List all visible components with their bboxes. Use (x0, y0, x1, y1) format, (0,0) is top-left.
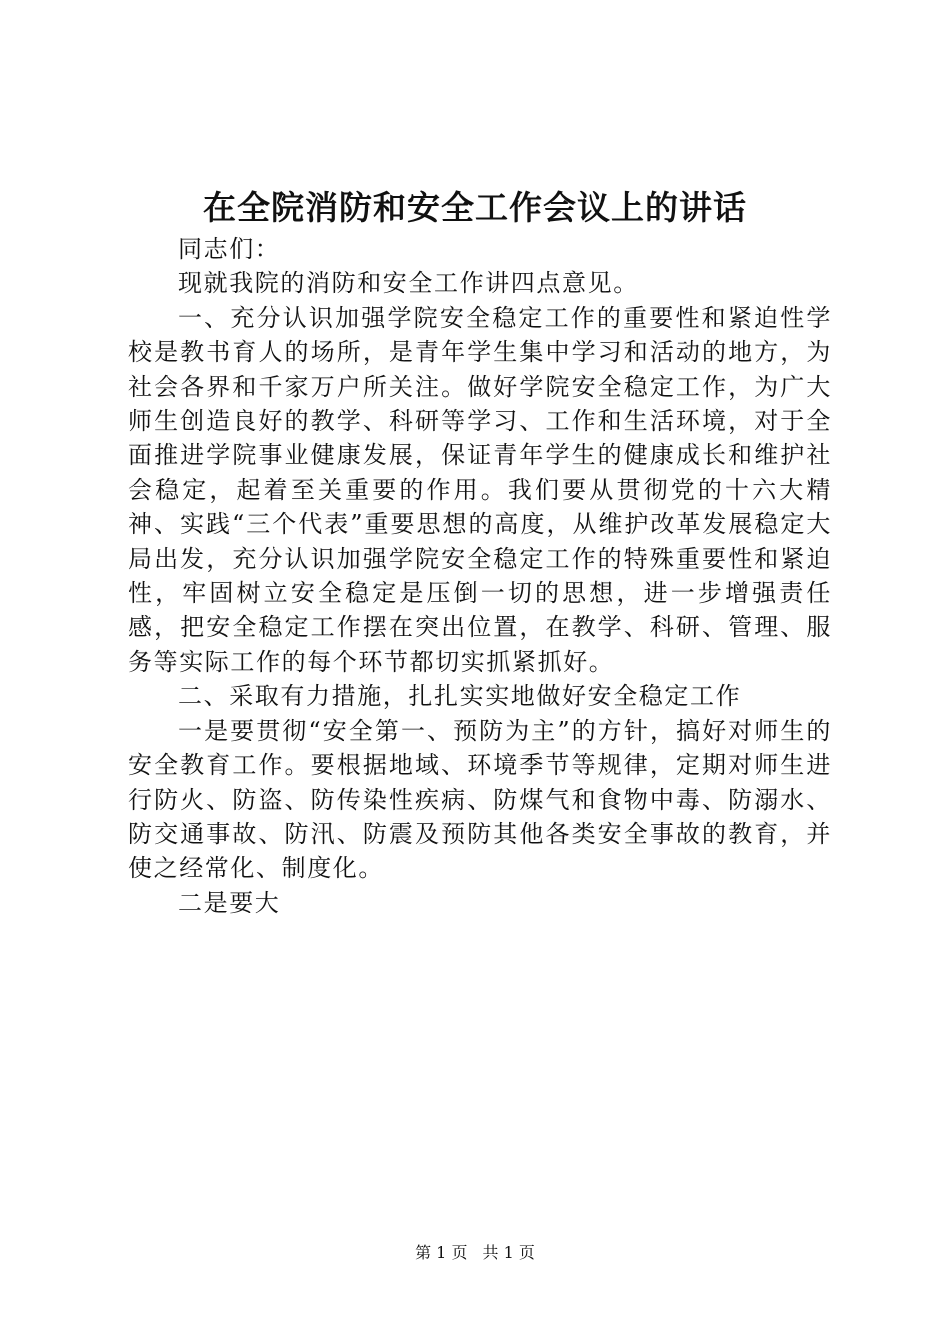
section-two-heading: 二、采取有力措施，扎扎实实地做好安全稳定工作 (178, 682, 742, 711)
measure-one-paragraph: 一是要贯彻“安全第一、预防为主”的方针，搞好对师生的安全教育工作。要根据地域、环境季节等规律，定期对师生进行防火、防盗、防传染性疾病、防煤气和食物中毒、防溺水、防交通事故、防汛、防震及预防其他各类安全事故的教育，并使之经常化、制度化。 (128, 716, 832, 883)
measure-two-paragraph: 二是要大 (178, 888, 281, 917)
page-count: 共 1 页 (482, 1243, 535, 1262)
section-one-paragraph: 一、充分认识加强学院安全稳定工作的重要性和紧迫性学校是教书育人的场所，是青年学生集中学习和活动的地方，为社会各界和千家万户所关注。做好学院安全稳定工作，为广大师生创造良好的教学、科研等学习、工作和生活环境，对于全面推进学院事业健康发展，保证青年学生的健康成长和维护社会稳定，起着至关重要的作用。我们要从贯彻党的十六大精神、实践“三个代表”重要思想的高度，从维护改革发展稳定大局出发，充分认识加强学院安全稳定工作的特殊重要性和紧迫性，牢固树立安全稳定是压倒一切的思想，进一步增强责任感，把安全稳定工作摆在突出位置，在教学、科研、管理、服务等实际工作的每个环节都切实抓紧抓好。 (128, 303, 832, 676)
page-number: 第 1 页 (415, 1243, 468, 1262)
document-title: 在全院消防和安全工作会议上的讲话 (203, 188, 747, 227)
intro-paragraph: 现就我院的消防和安全工作讲四点意见。 (178, 269, 639, 298)
page-footer (0, 1242, 950, 1264)
salutation-paragraph: 同志们： (178, 235, 281, 263)
document-body (128, 232, 832, 920)
